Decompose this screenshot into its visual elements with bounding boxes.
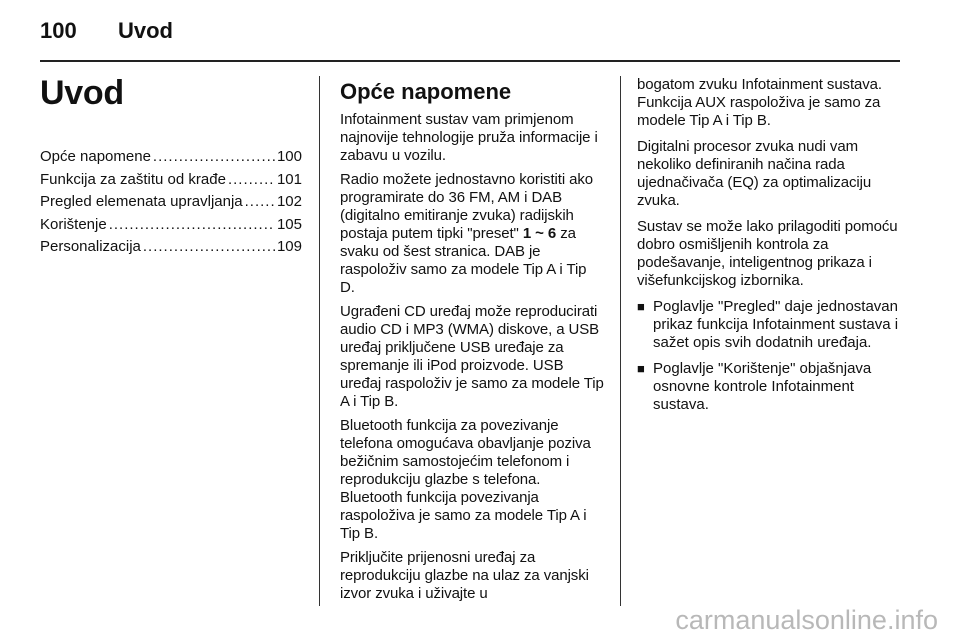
toc-page-number: 100 — [276, 148, 302, 165]
paragraph-radio-text-1: Radio možete jednostavno koristiti ako programirate do 36 FM, AM i DAB (digitalno emitiranje zvuka) radijskih postaja putem tipki "preset" — [340, 171, 594, 242]
toc-entry-opce-napomene[interactable] — [40, 146, 302, 169]
column-divider-1 — [319, 76, 320, 606]
column-right — [637, 76, 903, 422]
column-middle — [340, 76, 604, 609]
toc-entry-koristenje[interactable] — [40, 214, 302, 237]
toc-leader-dots — [143, 236, 275, 259]
square-bullet-icon: ■ — [637, 299, 645, 314]
header-title: Uvod — [118, 18, 173, 43]
paragraph-dsp: Digitalni procesor zvuka nudi vam nekoliko definiranih načina rada ujednačivača (EQ) za optimalizaciju zvuka. — [637, 138, 872, 209]
toc-label: Pregled elemenata upravljanja — [40, 193, 243, 210]
toc-page-number: 101 — [276, 170, 302, 188]
toc-label: Opće napomene — [40, 148, 151, 165]
section-title: Uvod — [40, 74, 124, 112]
page-number: 100 — [40, 18, 77, 43]
square-bullet-icon: ■ — [637, 361, 645, 376]
toc-entry-personalizacija[interactable] — [40, 236, 302, 259]
toc-entry-pregled-elemenata[interactable] — [40, 191, 302, 214]
toc-page-number: 102 — [276, 193, 302, 210]
header-rule — [40, 60, 900, 62]
list-item — [637, 298, 903, 352]
paragraph-radio — [340, 171, 604, 297]
paragraph-cd-usb: Ugrađeni CD uređaj može reproducirati audio CD i MP3 (WMA) diskove, a USB uređaj priključene USB uređaje za spremanje ili iPod proizvode. USB uređaj raspoloživ je samo za modele Tip A i Tip B. — [340, 303, 604, 410]
bullet-list — [637, 298, 903, 414]
toc-page-number: 109 — [276, 238, 302, 255]
toc-leader-dots — [153, 146, 275, 169]
list-item-text: Poglavlje "Pregled" daje jednostavan prikaz funkcija Infotainment sustava i sažet opis svih dodatnih uređaja. — [653, 298, 899, 351]
page-header — [40, 18, 173, 48]
paragraph-bluetooth: Bluetooth funkcija za povezivanje telefona omogućava obavljanje poziva bežičnim samostojećim telefonom i reprodukciju glazbe s telefona. Bluetooth funkcija povezivanja raspoloživa je samo za modele Tip A i Tip B. — [340, 417, 591, 542]
toc-leader-dots — [109, 214, 275, 237]
toc-label: Korištenje — [40, 215, 107, 233]
toc-page-number: 105 — [276, 215, 302, 233]
toc-entry-zastita-od-krade[interactable] — [40, 169, 302, 192]
table-of-contents — [40, 146, 302, 259]
column-divider-2 — [620, 76, 621, 606]
subsection-title: Opće napomene — [340, 79, 512, 104]
toc-label: Funkcija za zaštitu od krađe — [40, 170, 226, 188]
column-left — [40, 76, 302, 259]
list-item-text: Poglavlje "Korištenje" objašnjava osnovne kontrole Infotainment sustava. — [653, 360, 872, 413]
paragraph-aux-continued: bogatom zvuku Infotainment sustava. Funkcija AUX raspoloživa je samo za modele Tip A i Tip B. — [637, 76, 882, 129]
list-item — [637, 360, 903, 414]
paragraph-controls: Sustav se može lako prilagoditi pomoću dobro osmišljenih kontrola za podešavanje, inteligentnog prikaza i višefunkcijskog izbornika. — [637, 218, 898, 289]
toc-leader-dots — [228, 169, 275, 192]
toc-leader-dots — [245, 191, 275, 214]
watermark: carmanualsonline.info — [675, 605, 938, 635]
toc-label: Personalizacija — [40, 238, 141, 255]
paragraph-intro: Infotainment sustav vam primjenom najnovije tehnologije pruža informacije i zabavu u vozilu. — [340, 111, 598, 164]
paragraph-aux: Priključite prijenosni uređaj za reprodukciju glazbe na ulaz za vanjski izvor zvuka i uživajte u — [340, 549, 589, 602]
paragraph-radio-text-2: za svaku od šest stranica. DAB je raspoloživ samo za modele Tip A i Tip D. — [340, 225, 587, 296]
preset-keys-label: 1 ~ 6 — [522, 225, 557, 242]
